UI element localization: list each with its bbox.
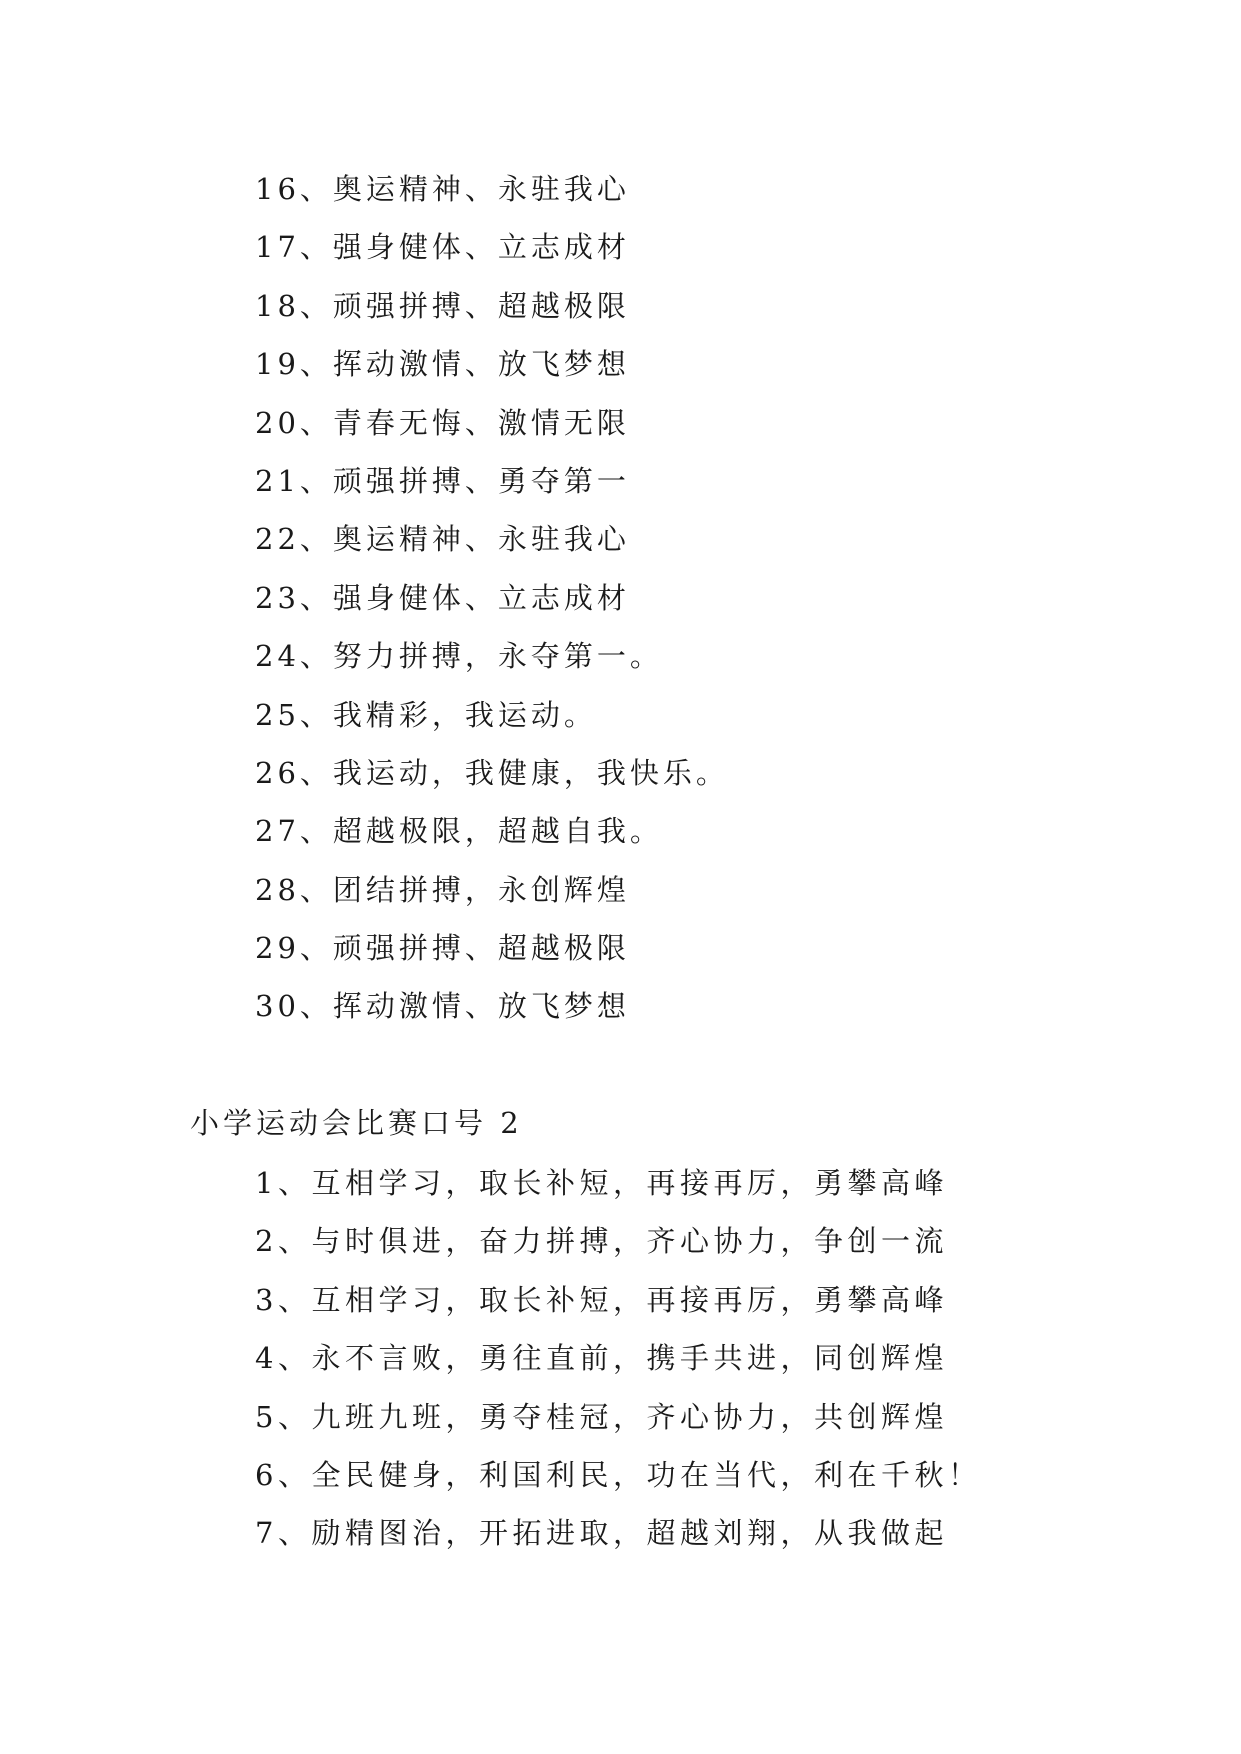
list-item: 27、超越极限，超越自我。 bbox=[255, 814, 663, 849]
list-item: 23、强身健体、立志成材 bbox=[255, 580, 630, 615]
section-title: 小学运动会比赛口号 2 bbox=[190, 1106, 523, 1140]
list-item: 29、顽强拼搏、超越极限 bbox=[255, 931, 630, 966]
list-item: 20、青春无悔、激情无限 bbox=[255, 405, 630, 440]
list-item: 7、励精图治，开拓进取，超越刘翔，从我做起 bbox=[255, 1516, 948, 1551]
slogan-list-2 bbox=[255, 1154, 981, 1563]
list-item: 30、挥动激情、放飞梦想 bbox=[255, 989, 630, 1024]
list-item: 24、努力拼搏，永夺第一。 bbox=[255, 639, 663, 674]
list-item: 26、我运动，我健康，我快乐。 bbox=[255, 755, 729, 790]
list-item: 19、挥动激情、放飞梦想 bbox=[255, 347, 630, 382]
list-item: 3、互相学习，取长补短，再接再厉，勇攀高峰 bbox=[255, 1282, 948, 1317]
list-item: 28、团结拼搏，永创辉煌 bbox=[255, 872, 630, 907]
list-item: 17、强身健体、立志成材 bbox=[255, 230, 630, 265]
list-item: 2、与时俱进，奋力拼搏，齐心协力，争创一流 bbox=[255, 1224, 948, 1259]
list-item: 16、奥运精神、永驻我心 bbox=[255, 172, 630, 206]
list-item: 25、我精彩，我运动。 bbox=[255, 697, 597, 732]
slogan-list-continued bbox=[255, 160, 729, 1036]
list-item: 21、顽强拼搏、勇夺第一 bbox=[255, 463, 630, 498]
list-item: 18、顽强拼搏、超越极限 bbox=[255, 288, 630, 323]
list-item: 5、九班九班，勇夺桂冠，齐心协力，共创辉煌 bbox=[255, 1399, 948, 1434]
list-item: 4、永不言败，勇往直前，携手共进，同创辉煌 bbox=[255, 1341, 948, 1376]
list-item: 1、互相学习，取长补短，再接再厉，勇攀高峰 bbox=[255, 1166, 948, 1200]
list-item: 22、奥运精神、永驻我心 bbox=[255, 522, 630, 557]
list-item: 6、全民健身，利国利民，功在当代，利在千秋！ bbox=[255, 1457, 982, 1492]
